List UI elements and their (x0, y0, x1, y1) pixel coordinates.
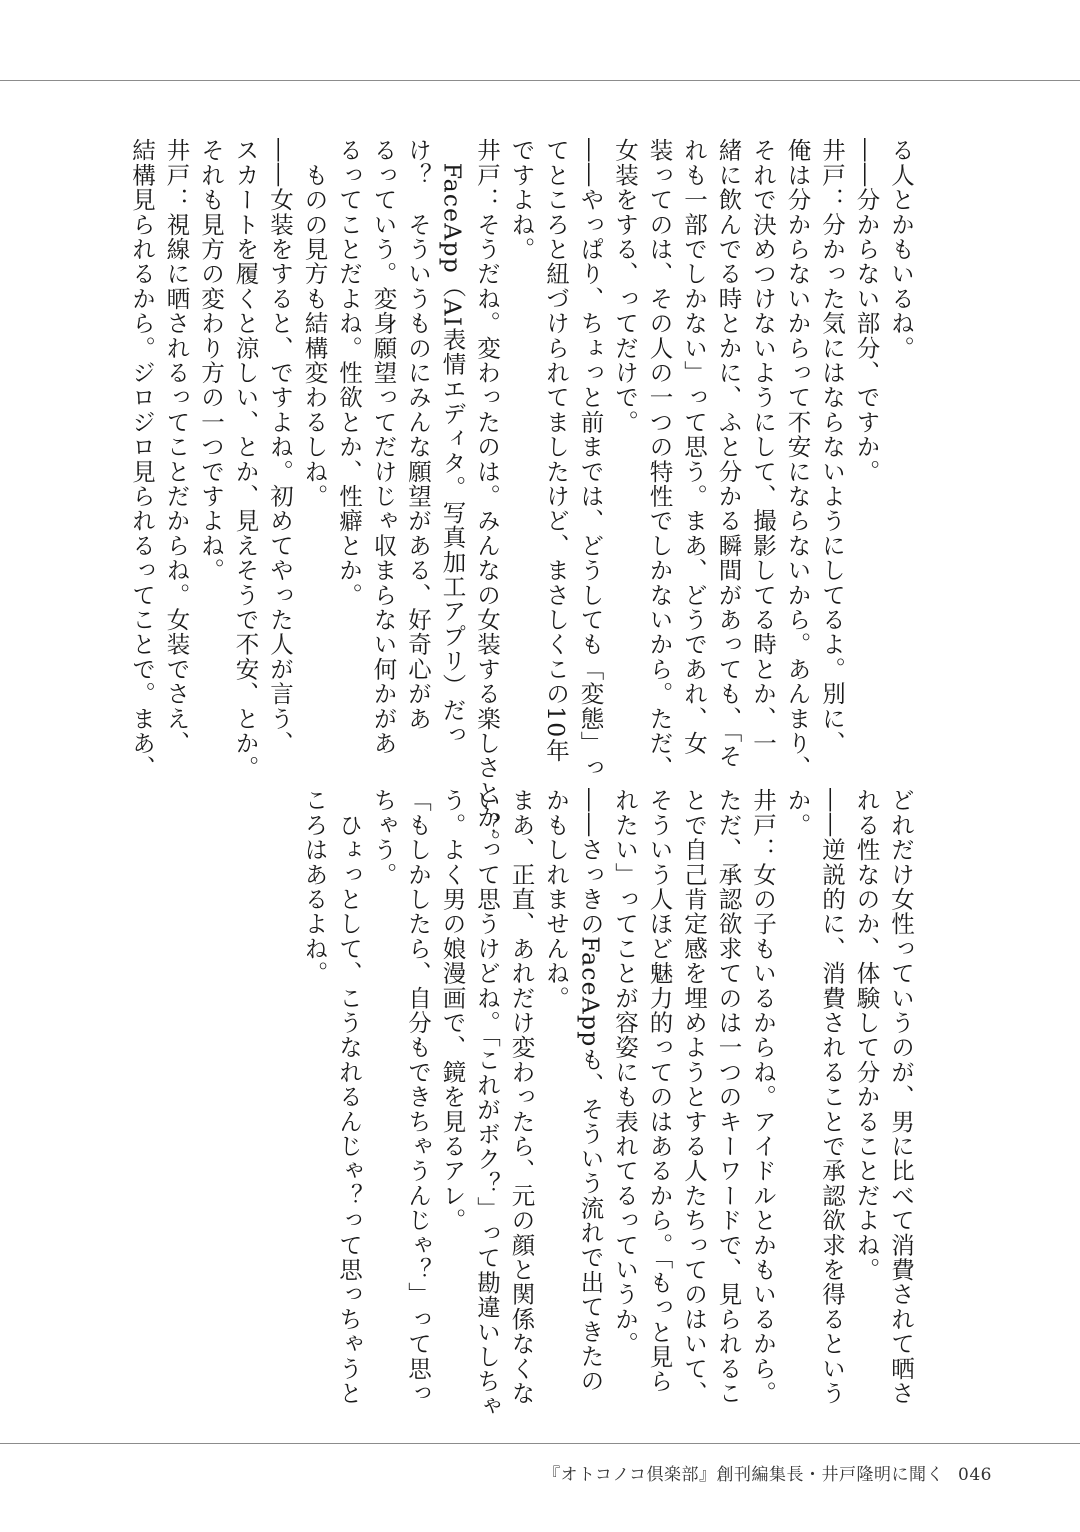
text-line: ひょっとして、こうなれるんじゃ？って思っちゃうと (335, 788, 363, 1406)
text-line: FaceApp（AI表情エディタ。写真加工アプリ）だっ (438, 138, 467, 748)
text-line: ――やっぱり、ちょっと前までは、どうしても「変態」っ (576, 138, 605, 781)
bottom-rule (0, 1443, 1080, 1444)
text-line: まあ、正直、あれだけ変わったら、元の顔と関係なくな (507, 788, 536, 1406)
text-line: それも見方の変わり方の一つですよね。 (197, 138, 225, 583)
text-line: るっていう。変身願望ってだけじゃ収まらない何かがあ (369, 138, 398, 756)
text-line: 装ってのは、その人の一つの特性でしかないから。ただ、 (645, 138, 674, 781)
lower-text-block (297, 788, 918, 1419)
text-line: う。よく男の娘漫画で、鏡を見るアレ。 (438, 788, 467, 1233)
text-line: ですよね。 (507, 138, 536, 262)
text-line: ものの見方も結構変わるしね。 (300, 138, 329, 509)
text-line: れる性なのか、体験して分かることだよね。 (852, 788, 881, 1282)
text-line: ――女装をすると、ですよね。初めてやった人が言う、 (266, 138, 294, 756)
text-line: 俺は分からないからって不安にならないから。あんまり、 (783, 138, 812, 781)
text-line: てところと紐づけられてましたけど、まさしくこの10年 (542, 138, 570, 764)
text-line: ころはあるよね。 (300, 788, 329, 986)
top-rule (0, 80, 1080, 81)
text-line: 井戸：女の子もいるからね。アイドルとかもいるから。 (749, 788, 777, 1406)
text-line: どれだけ女性っていうのが、男に比べて消費されて晒さ (887, 788, 915, 1406)
text-line: それで決めつけないようにして、撮影してる時とか、一 (749, 138, 777, 756)
text-line: ただ、承認欲求てのは一つのキーワードで、見られるこ (714, 788, 743, 1406)
text-line: るってことだよね。性欲とか、性癖とか。 (335, 138, 363, 608)
text-line: け？ そういうものにみんな願望がある、好奇心があ (404, 138, 432, 731)
text-line: ――分からない部分、ですか。 (852, 138, 881, 484)
text-line: とで自己肯定感を埋めようとする人たちってのはいて、 (680, 788, 708, 1406)
text-line: れたい」ってことが容姿にも表れてるっていうか。 (611, 788, 639, 1357)
text-line: ちゃう。 (369, 788, 398, 887)
text-line: 結構見られるから。ジロジロ見られるってことで。まあ、 (128, 138, 156, 781)
text-line: 緒に飲んでる時とかに、ふと分かる瞬間があっても、「そ (714, 138, 743, 769)
text-line: 井戸：分かった気にはならないようにしてるよ。別に、 (818, 138, 846, 756)
text-line: そういう人ほど魅力的ってのはあるから。「もっと見ら (645, 788, 674, 1394)
text-line: れも一部でしかない」って思う。まあ、どうであれ、女 (680, 138, 708, 756)
page-number: 046 (958, 1465, 992, 1485)
text-line: い？って思うけどね。「これがボク？」って勘違いしちゃ (473, 788, 501, 1419)
text-line: か。 (783, 788, 812, 838)
text-line: 井戸：視線に晒されるってことだからね。女装でさえ、 (162, 138, 191, 756)
text-line: かもしれませんね。 (542, 788, 570, 1011)
text-line: る人とかもいるね。 (887, 138, 915, 361)
text-line: 「もしかしたら、自分もできちゃうんじゃ？」って思っ (404, 788, 432, 1406)
text-line: ――逆説的に、消費されることで承認欲求を得るという (818, 788, 846, 1406)
running-title: 『オトコノコ倶楽部』創刊編集長・井戸隆明に聞く (543, 1465, 945, 1485)
text-line: 井戸：そうだね。変わったのは。みんなの女装する楽しさとか。 (473, 138, 501, 855)
text-line: 女装をする、ってだけで。 (611, 138, 639, 435)
page-footer (543, 1460, 992, 1485)
text-line: ――さっきのFaceAppも、そういう流れで出てきたの (576, 788, 605, 1394)
text-line: スカートを履くと涼しい、とか、見えそうで不安、とか。 (231, 138, 260, 781)
